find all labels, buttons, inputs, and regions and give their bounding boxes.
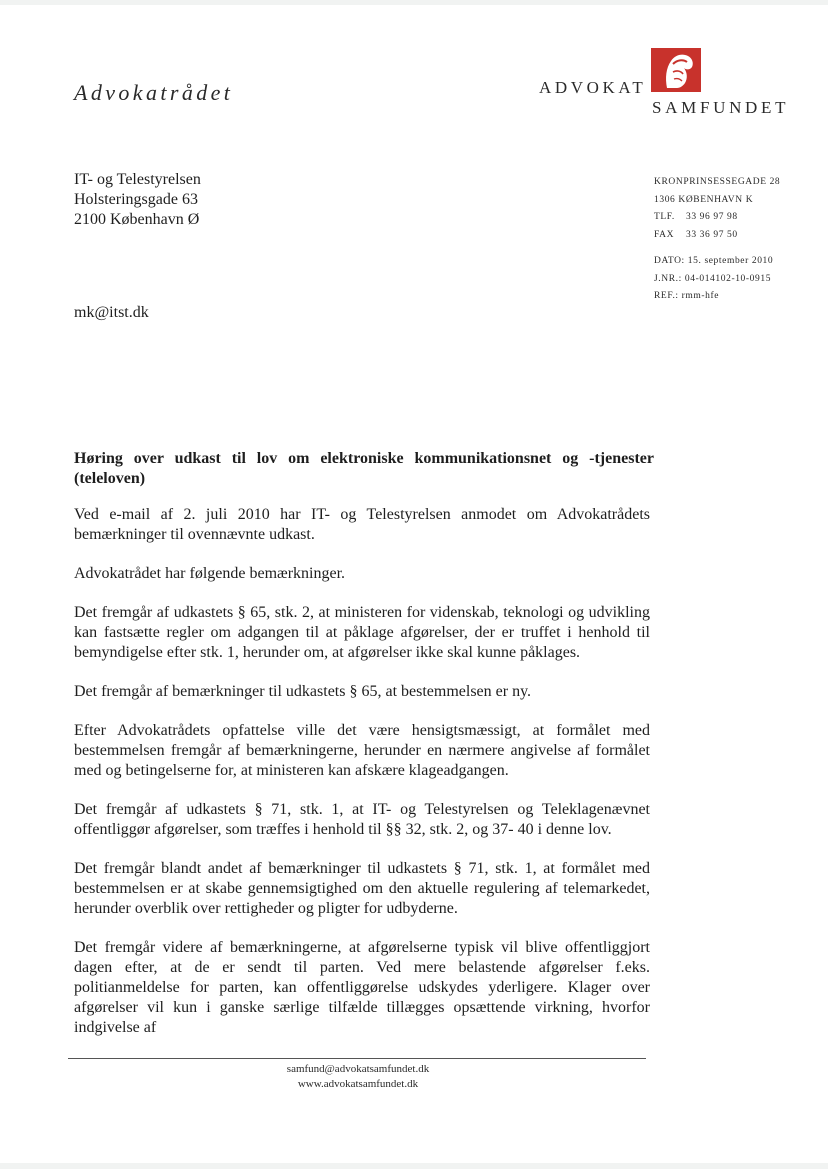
logo-text-advokat: ADVOKAT [539,78,647,97]
journal-number-label: J.NR.: [654,273,682,284]
sender-details [654,174,780,306]
sender-street: KRONPRINSESSEGADE 28 [654,177,781,187]
date-value: 15. september 2010 [687,256,774,266]
advokatraadet-heading: Advokatrådet [74,80,234,105]
sender-phone-row [654,209,780,227]
body-paragraph: Det fremgår videre af bemærkningerne, at afgørelserne typisk vil blive offentliggjort dagen efter, at de er sendt til parten. Ved mere belastende afgørelser f.eks. politianmeldelse for parten, kan offentliggørelse udskydes yderligere. Klager over afgørelser vil kun i ganske særlige tilfælde tillægges opsættende virkning, hvorfor indgivelse af [74,939,650,1036]
body-paragraph: Ved e-mail af 2. juli 2010 har IT- og Telestyrelsen anmodet om Advokatrådets bemærkninger til ovennævnte udkast. [74,506,650,543]
recipient-email: mk@itst.dk [74,304,149,321]
footer-website: www.advokatsamfundet.dk [297,1078,419,1090]
journal-number-value: 04-014102-10-0915 [684,273,772,284]
date-label: DATO: [654,256,685,266]
page-top-edge [0,0,828,5]
body-paragraph: Det fremgår af bemærkninger til udkastets § 65, at bestemmelsen er ny. [74,683,532,700]
reference-value: rmm-hfe [681,291,720,301]
page-bottom-edge [0,1163,828,1169]
reference-row [654,288,780,306]
date-row [654,253,780,271]
body-paragraph: Efter Advokatrådets opfattelse ville det være hensigtsmæssigt, at formålet med bestemmelsen fremgår af bemærkningerne, herunder en nærmere angivelse af formålet med og betingelserne for, at ministeren kan afskære klageadgangen. [74,722,650,779]
advokatsamfundet-logo-icon [651,48,701,92]
sender-city: 1306 KØBENHAVN K [654,194,754,205]
letter-body [74,505,650,1057]
phone-number: 33 96 97 98 [686,212,738,222]
journal-number-row [654,271,780,289]
body-paragraph: Det fremgår blandt andet af bemærkninger til udkastets § 71, stk. 1, at formålet med bestemmelsen er at skabe gennemsigtighed om den aktuelle regulering af telemarkedet, herunder overblik over rettigheder og pligter for udbyderne. [74,860,650,917]
phone-label: TLF. [654,212,675,222]
fax-number: 33 36 97 50 [686,229,738,240]
body-paragraph: Det fremgår af udkastets § 71, stk. 1, at IT- og Telestyrelsen og Teleklagenævnet offentliggør afgørelser, som træffes i henhold til §§ 32, stk. 2, og 37- 40 i denne lov. [74,801,650,838]
footer-divider [68,1058,646,1059]
recipient-line: 2100 København Ø [74,211,200,228]
recipient-line: IT- og Telestyrelsen [74,171,201,188]
footer-email: samfund@advokatsamfundet.dk [286,1063,430,1075]
reference-label: REF.: [654,291,679,301]
body-paragraph: Det fremgår af udkastets § 65, stk. 2, at ministeren for videnskab, teknologi og udvikling kan fastsætte regler om adgangen til at påklage afgørelser, der er truffet i henhold til bemyndigelse efter stk. 1, herunder om, at afgørelser ikke skal kunne påklages. [74,604,650,661]
footer [0,1062,716,1092]
sender-fax-row [654,227,780,245]
letter-subject: Høring over udkast til lov om elektroniske kommunikationsnet og -tjenester (teleloven) [74,450,654,487]
body-paragraph: Advokatrådet har følgende bemærkninger. [74,565,346,582]
recipient-address [74,170,201,230]
logo-text-samfundet: SAMFUNDET [652,98,790,117]
fax-label: FAX [654,229,675,240]
recipient-line: Holsteringsgade 63 [74,191,198,208]
